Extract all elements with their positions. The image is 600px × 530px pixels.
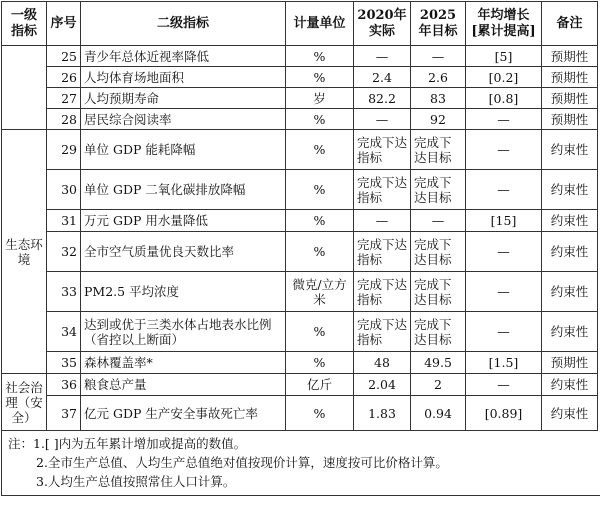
table-row (2, 46, 598, 67)
cell-growth: — (466, 272, 542, 312)
header-2020: 2020年实际 (354, 2, 411, 46)
table-row (2, 396, 598, 431)
cell-seq: 35 (47, 352, 81, 374)
cell-seq: 33 (47, 272, 81, 312)
header-seq: 序号 (47, 2, 81, 46)
cell-unit: 微克/立方米 (286, 272, 354, 312)
cell-unit: 亿斤 (286, 374, 354, 396)
cell-growth: — (466, 374, 542, 396)
cell-name: 青少年总体近视率降低 (81, 46, 286, 67)
cell-growth: — (466, 170, 542, 210)
cell-remark: 约束性 (542, 396, 598, 431)
indicator-table (1, 1, 598, 431)
cell-growth: [0.89] (466, 396, 542, 431)
cell-unit: % (286, 67, 354, 88)
cell-growth: [1.5] (466, 352, 542, 374)
cell-seq: 36 (47, 374, 81, 396)
group-label: 社会治理（安全） (2, 374, 47, 431)
cell-2020: — (354, 210, 411, 232)
cell-2025: 完成下达目标 (411, 130, 466, 170)
note-line: 注：1.[ ]内为五年累计增加或提高的数值。 (8, 436, 247, 451)
cell-unit: % (286, 170, 354, 210)
header-unit: 计量单位 (286, 2, 354, 46)
cell-seq: 32 (47, 232, 81, 272)
cell-remark: 预期性 (542, 46, 598, 67)
group-label: 生态环境 (2, 130, 47, 374)
cell-seq: 29 (47, 130, 81, 170)
header-remark: 备注 (542, 2, 598, 46)
cell-remark: 约束性 (542, 210, 598, 232)
cell-name: 亿元 GDP 生产安全事故死亡率 (81, 396, 286, 431)
cell-2025: 完成下达目标 (411, 170, 466, 210)
table-row (2, 374, 598, 396)
cell-seq: 27 (47, 88, 81, 109)
cell-seq: 30 (47, 170, 81, 210)
cell-2025: 83 (411, 88, 466, 109)
indicator-table-frame (1, 1, 597, 496)
cell-growth: [5] (466, 46, 542, 67)
cell-unit: % (286, 396, 354, 431)
cell-remark: 约束性 (542, 272, 598, 312)
cell-2025: 92 (411, 109, 466, 130)
cell-name: 万元 GDP 用水量降低 (81, 210, 286, 232)
cell-seq: 28 (47, 109, 81, 130)
cell-2020: 2.4 (354, 67, 411, 88)
cell-name: 森林覆盖率* (81, 352, 286, 374)
cell-remark: 预期性 (542, 352, 598, 374)
cell-2025: 2 (411, 374, 466, 396)
cell-2020: 2.04 (354, 374, 411, 396)
note-line: 3.人均生产总值按照常住人口计算。 (36, 474, 236, 489)
cell-2025: 完成下达目标 (411, 232, 466, 272)
group-label (2, 46, 47, 130)
cell-name: 人均体育场地面积 (81, 67, 286, 88)
cell-seq: 37 (47, 396, 81, 431)
cell-name: 单位 GDP 能耗降幅 (81, 130, 286, 170)
table-notes (1, 431, 600, 496)
table-row (2, 130, 598, 170)
cell-growth: [0.2] (466, 67, 542, 88)
cell-2020: 完成下达指标 (354, 170, 411, 210)
cell-growth: — (466, 232, 542, 272)
table-row (2, 352, 598, 374)
header-2025: 2025年目标 (411, 2, 466, 46)
cell-remark: 约束性 (542, 170, 598, 210)
cell-2020: 82.2 (354, 88, 411, 109)
cell-2025: 完成下达目标 (411, 312, 466, 352)
cell-2020: 1.83 (354, 396, 411, 431)
cell-name: 居民综合阅读率 (81, 109, 286, 130)
note-line: 2.全市生产总值、人均生产总值绝对值按现价计算，速度按可比价格计算。 (36, 455, 448, 470)
cell-growth: — (466, 130, 542, 170)
header-level2: 二级指标 (81, 2, 286, 46)
header-level1: 一级指标 (2, 2, 47, 46)
cell-remark: 预期性 (542, 67, 598, 88)
cell-seq: 31 (47, 210, 81, 232)
cell-unit: % (286, 210, 354, 232)
table-row (2, 312, 598, 352)
cell-growth: — (466, 109, 542, 130)
header-growth: 年均增长[累计提高] (466, 2, 542, 46)
cell-2020: 完成下达指标 (354, 130, 411, 170)
cell-remark: 约束性 (542, 130, 598, 170)
table-row (2, 210, 598, 232)
cell-remark: 约束性 (542, 374, 598, 396)
cell-name: PM2.5 平均浓度 (81, 272, 286, 312)
cell-remark: 预期性 (542, 88, 598, 109)
cell-2020: 完成下达指标 (354, 272, 411, 312)
cell-name: 人均预期寿命 (81, 88, 286, 109)
cell-name: 达到或优于三类水体占地表水比例（省控以上断面） (81, 312, 286, 352)
cell-seq: 34 (47, 312, 81, 352)
cell-2025: 2.6 (411, 67, 466, 88)
table-row (2, 67, 598, 88)
cell-unit: % (286, 312, 354, 352)
cell-2020: — (354, 46, 411, 67)
cell-2025: 完成下达目标 (411, 272, 466, 312)
cell-unit: % (286, 109, 354, 130)
cell-seq: 26 (47, 67, 81, 88)
cell-unit: % (286, 46, 354, 67)
cell-2020: 48 (354, 352, 411, 374)
cell-2025: — (411, 210, 466, 232)
cell-2025: 49.5 (411, 352, 466, 374)
cell-name: 粮食总产量 (81, 374, 286, 396)
cell-remark: 约束性 (542, 312, 598, 352)
cell-seq: 25 (47, 46, 81, 67)
table-row (2, 170, 598, 210)
cell-2025: — (411, 46, 466, 67)
cell-unit: % (286, 232, 354, 272)
cell-unit: % (286, 130, 354, 170)
cell-2025: 0.94 (411, 396, 466, 431)
cell-remark: 约束性 (542, 232, 598, 272)
header-row (2, 2, 598, 46)
cell-unit: % (286, 352, 354, 374)
cell-name: 单位 GDP 二氧化碳排放降幅 (81, 170, 286, 210)
cell-name: 全市空气质量优良天数比率 (81, 232, 286, 272)
cell-growth: [15] (466, 210, 542, 232)
cell-2020: 完成下达指标 (354, 232, 411, 272)
cell-2020: — (354, 109, 411, 130)
cell-2020: 完成下达指标 (354, 312, 411, 352)
cell-unit: 岁 (286, 88, 354, 109)
cell-growth: — (466, 312, 542, 352)
cell-growth: [0.8] (466, 88, 542, 109)
table-row (2, 88, 598, 109)
cell-remark: 预期性 (542, 109, 598, 130)
table-row (2, 232, 598, 272)
table-row (2, 272, 598, 312)
table-row (2, 109, 598, 130)
